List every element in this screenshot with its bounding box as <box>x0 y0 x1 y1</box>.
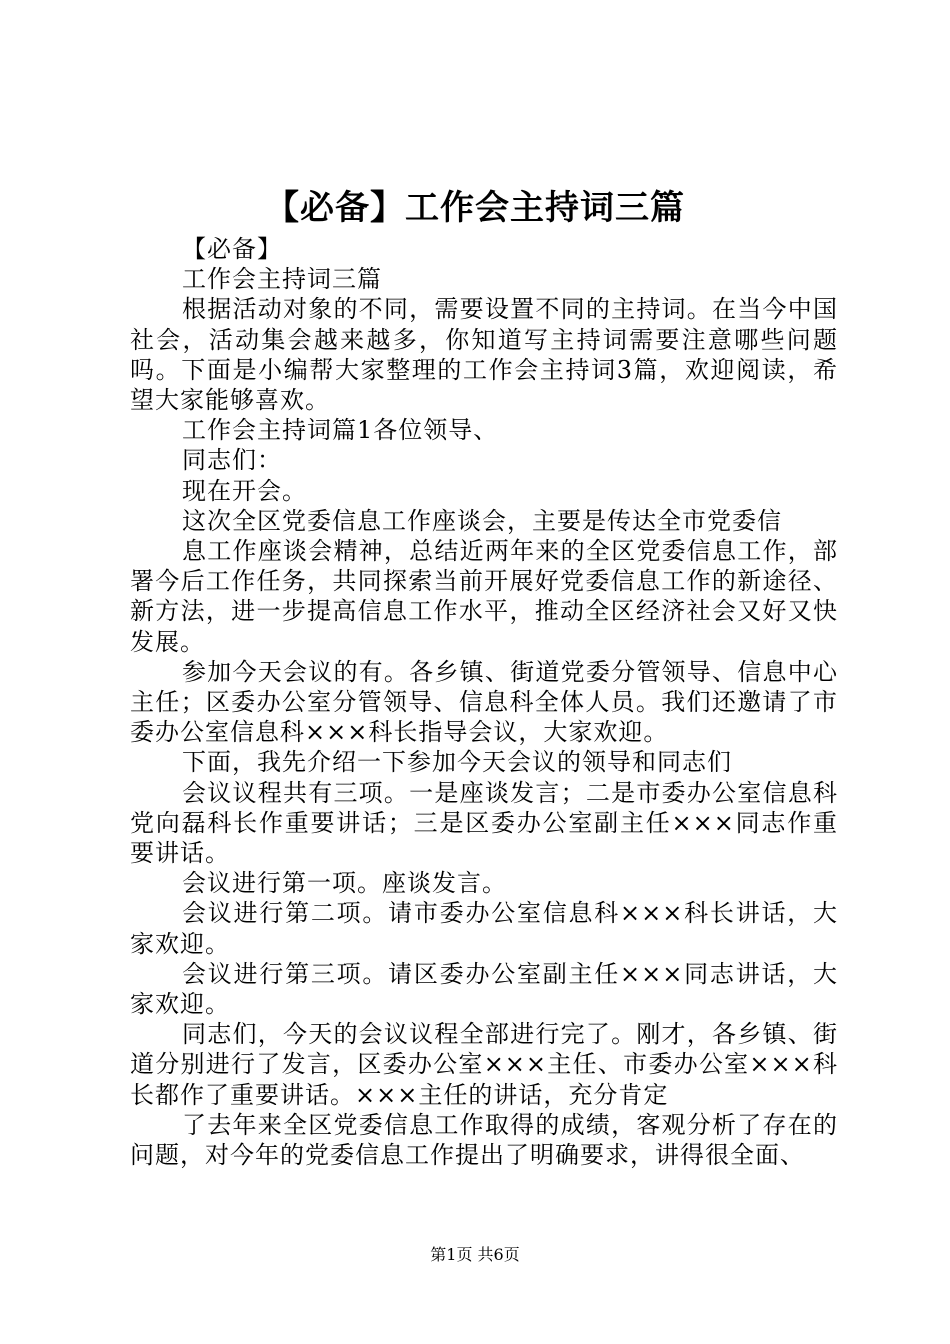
document-body <box>130 234 838 1170</box>
paragraph: 参加今天会议的有。各乡镇、街道党委分管领导、信息中心主任；区委办公室分管领导、信息科全体人员。我们还邀请了市委办公室信息科×××科长指导会议，大家欢迎。 <box>130 657 838 747</box>
paragraph: 同志们： <box>182 446 282 475</box>
paragraph: 会议进行第三项。请区委办公室副主任×××同志讲话，大家欢迎。 <box>130 959 838 1019</box>
paragraph: 根据活动对象的不同，需要设置不同的主持词。在当今中国社会，活动集会越来越多，你知道写主持词需要注意哪些问题吗。下面是小编帮大家整理的工作会主持词3篇，欢迎阅读，希望大家能够喜欢。 <box>130 295 838 415</box>
paragraph: 现在开会。 <box>182 476 307 505</box>
paragraph: 息工作座谈会精神，总结近两年来的全区党委信息工作，部署今后工作任务，共同探索当前开展好党委信息工作的新途径、新方法，进一步提高信息工作水平，推动全区经济社会又好又快发展。 <box>130 537 838 656</box>
paragraph: 了去年来全区党委信息工作取得的成绩，客观分析了存在的问题，对今年的党委信息工作提出了明确要求，讲得很全面、 <box>130 1110 838 1170</box>
paragraph: 这次全区党委信息工作座谈会，主要是传达全市党委信 <box>182 506 782 535</box>
paragraph: 会议进行第一项。座谈发言。 <box>182 869 507 898</box>
document-title: 【必备】工作会主持词三篇 <box>265 188 685 228</box>
paragraph: 会议议程共有三项。一是座谈发言；二是市委办公室信息科党向磊科长作重要讲话；三是区委办公室副主任×××同志作重要讲话。 <box>130 778 838 868</box>
paragraph: 【必备】 <box>182 235 282 263</box>
paragraph: 工作会主持词三篇 <box>182 265 382 294</box>
page-footer: 第1页 共6页 <box>430 1245 520 1264</box>
paragraph: 会议进行第二项。请市委办公室信息科×××科长讲话，大家欢迎。 <box>130 899 838 958</box>
paragraph: 下面，我先介绍一下参加今天会议的领导和同志们 <box>182 748 732 777</box>
paragraph: 同志们，今天的会议议程全部进行完了。刚才，各乡镇、街道分别进行了发言，区委办公室×××主任、市委办公室×××科长都作了重要讲话。×××主任的讲话，充分肯定 <box>130 1020 838 1109</box>
paragraph: 工作会主持词篇1各位领导、 <box>182 416 499 445</box>
